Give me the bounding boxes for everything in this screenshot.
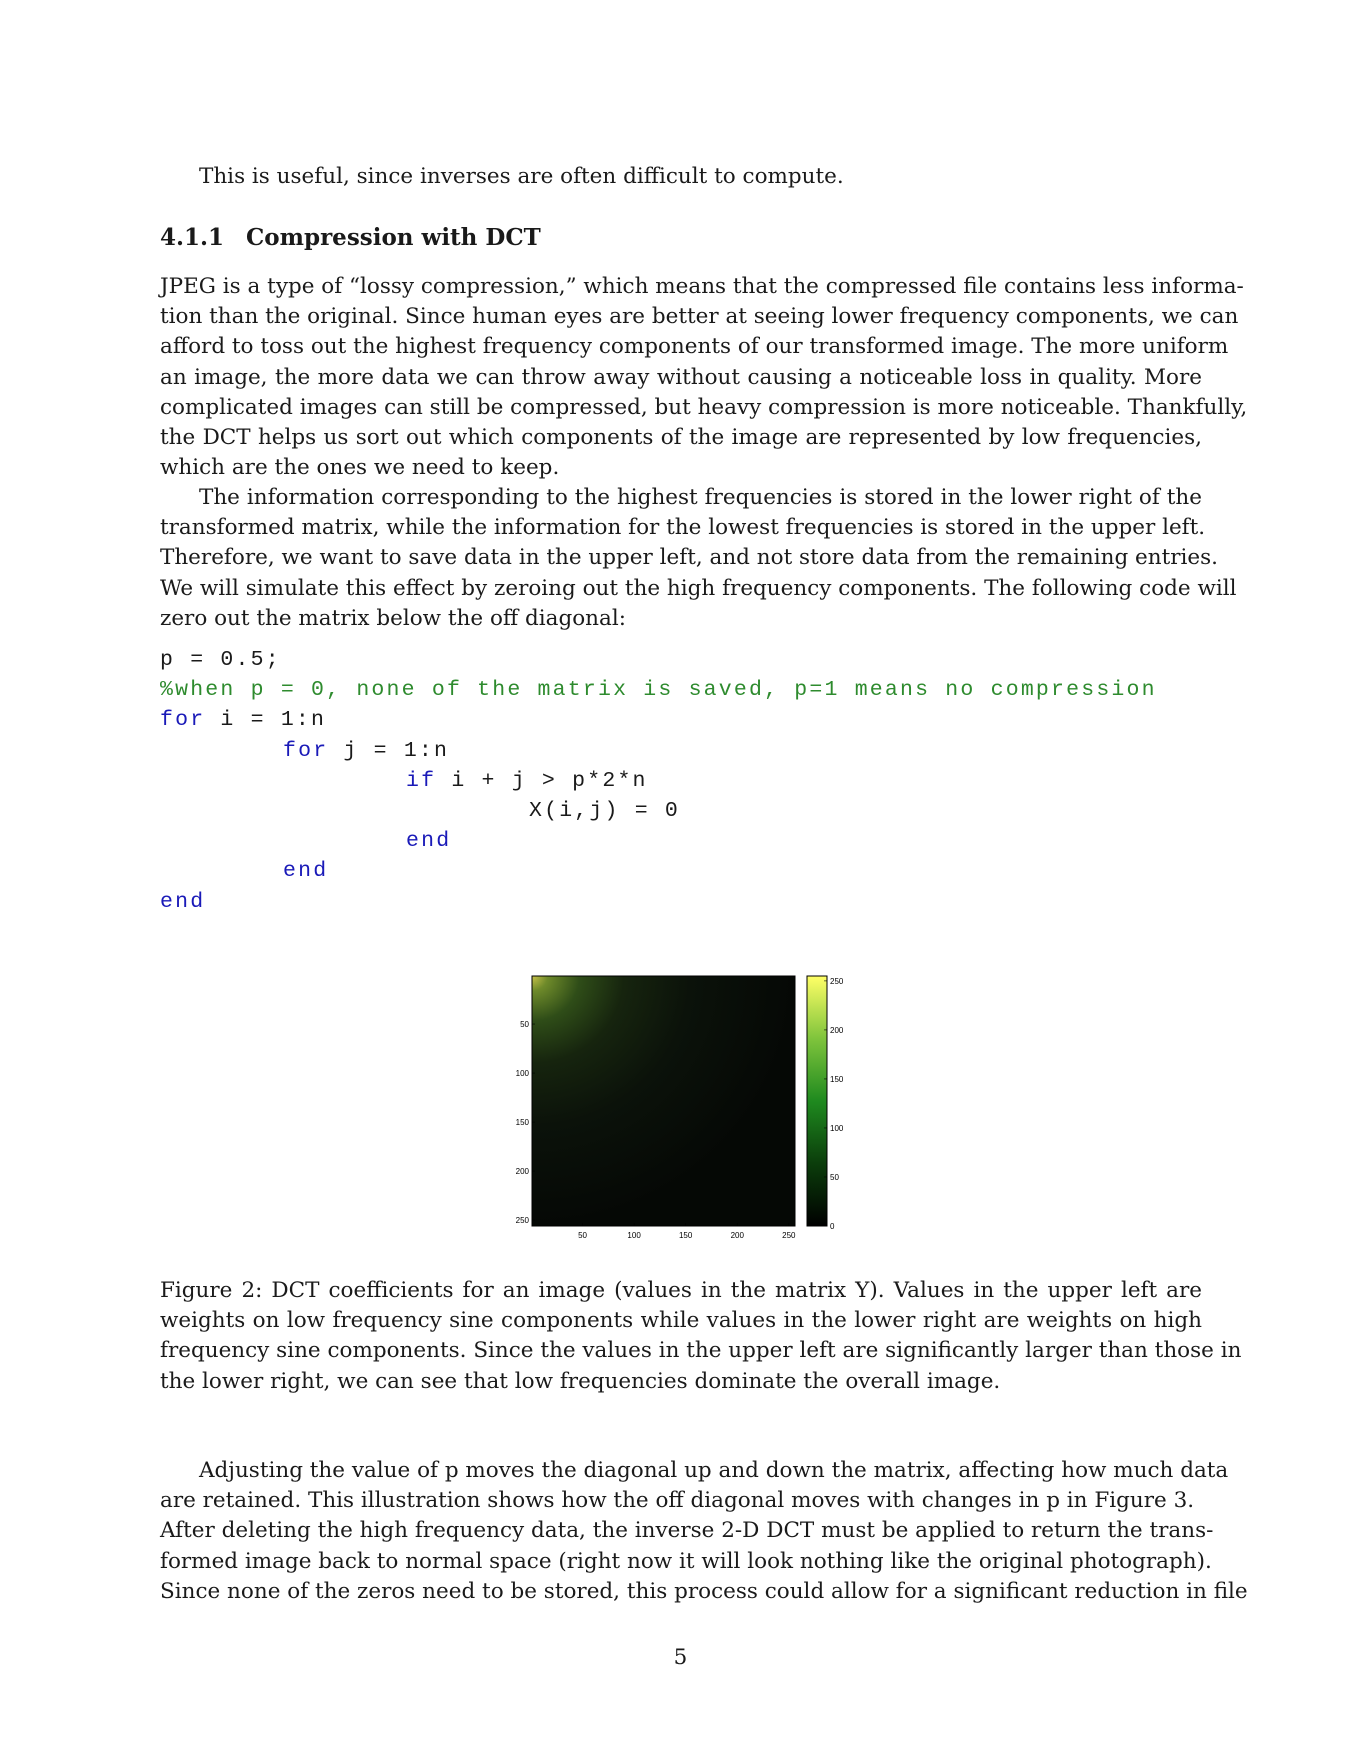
colorbar-tick-label: 150	[830, 1074, 844, 1084]
colorbar-scale	[807, 976, 827, 1226]
heatmap-chart	[500, 970, 860, 1240]
paragraph-line: The information corresponding to the highest frequencies is stored in the lower right of the	[199, 485, 1202, 510]
paragraph-3	[160, 1456, 1248, 1607]
code-text: j = 1:n	[328, 738, 450, 763]
x-tick-label: 150	[678, 1231, 693, 1240]
colorbar-tick-label: 250	[830, 976, 844, 986]
figure-caption	[160, 1276, 1242, 1397]
code-keyword: if	[406, 768, 437, 793]
colorbar-tick-label: 100	[830, 1123, 844, 1133]
paragraph-line: zero out the matrix below the off diagonal:	[160, 605, 626, 631]
code-keyword: end	[283, 859, 329, 884]
x-tick-label: 100	[627, 1231, 641, 1240]
section-heading	[160, 224, 541, 251]
section-number: 4.1.1	[160, 224, 225, 251]
colorbar-tick-label: 50	[830, 1172, 839, 1182]
x-tick-label: 200	[730, 1231, 744, 1240]
caption-line: weights on low frequency sine components while values in the lower right are weights on high	[160, 1308, 1202, 1334]
paragraph-line: complicated images can still be compressed, but heavy compression is more noticeable. Thankfully,	[160, 394, 1248, 420]
x-tick-label: 50	[578, 1231, 587, 1240]
colorbar	[807, 976, 827, 1226]
intro-paragraph	[160, 162, 1202, 192]
code-text: i + j > p*2*n	[436, 768, 648, 793]
paragraph-2	[160, 483, 1237, 634]
paragraph-line: We will simulate this effect by zeroing out the high frequency components. The following code will	[160, 575, 1237, 601]
paragraph-line: transformed matrix, while the information for the lowest frequencies is stored in the upper left.	[160, 515, 1206, 541]
section-title: Compression with DCT	[246, 224, 541, 251]
y-tick-label: 100	[515, 1069, 529, 1079]
figure-2-heatmap	[500, 970, 860, 1240]
y-tick-label: 250	[515, 1216, 529, 1226]
code-keyword: end	[406, 829, 452, 854]
intro-line: This is useful, since inverses are often difficult to compute.	[199, 164, 844, 189]
caption-line: frequency sine components. Since the values in the upper left are significantly larger than those in	[160, 1338, 1242, 1364]
code-keyword: end	[160, 889, 206, 914]
paragraph-line: afford to toss out the highest frequency components of our transformed image. The more uniform	[160, 334, 1229, 360]
code-text: i = 1:n	[205, 708, 327, 733]
caption-line: the lower right, we can see that low frequencies dominate the overall image.	[160, 1368, 1001, 1394]
caption-line: Figure 2: DCT coefficients for an image (values in the matrix Y). Values in the upper left are	[160, 1278, 1202, 1303]
paragraph-line: Since none of the zeros need to be stored, this process could allow for a significant reduction in file	[160, 1578, 1248, 1604]
y-tick-label: 150	[515, 1118, 529, 1128]
code-comment: %when p = 0, none of the matrix is saved, p=1 means no compression	[160, 678, 1157, 703]
paragraph-line: formed image back to normal space (right now it will look nothing like the original photograph).	[160, 1548, 1212, 1574]
code-line: p = 0.5;	[160, 648, 281, 672]
x-tick-label: 250	[782, 1231, 796, 1240]
code-keyword: for	[160, 708, 206, 733]
y-tick-label: 200	[515, 1167, 529, 1177]
heatmap-image	[532, 976, 795, 1226]
code-line: X(i,j) = 0	[529, 798, 681, 823]
paragraph-1	[160, 272, 1248, 483]
paragraph-line: tion than the original. Since human eyes are better at seeing lower frequency components, we can	[160, 304, 1239, 330]
paragraph-line: JPEG is a type of “lossy compression,” which means that the compressed file contains less informa-	[160, 274, 1244, 299]
colorbar-tick-label: 0	[830, 1222, 835, 1231]
paragraph-line: Therefore, we want to save data in the upper left, and not store data from the remaining entries.	[160, 545, 1219, 571]
paragraph-line: an image, the more data we can throw away without causing a noticeable loss in quality. More	[160, 364, 1202, 390]
paragraph-line: After deleting the high frequency data, the inverse 2-D DCT must be applied to return the trans-	[160, 1518, 1214, 1544]
colorbar-tick-label: 200	[830, 1025, 844, 1035]
y-tick-label: 50	[520, 1020, 529, 1030]
code-listing	[160, 645, 1157, 917]
page-number: 5	[673, 1645, 688, 1670]
paragraph-line: are retained. This illustration shows how the off diagonal moves with changes in p in Figure 3.	[160, 1488, 1195, 1514]
code-line	[160, 736, 1157, 766]
code-line	[160, 705, 1157, 735]
paragraph-line: Adjusting the value of p moves the diagonal up and down the matrix, affecting how much data	[199, 1458, 1229, 1483]
paragraph-line: which are the ones we need to keep.	[160, 455, 560, 481]
plot-area	[532, 976, 795, 1226]
code-keyword: for	[283, 738, 329, 763]
code-line	[160, 766, 1157, 796]
paragraph-line: the DCT helps us sort out which components of the image are represented by low frequencies,	[160, 425, 1202, 451]
